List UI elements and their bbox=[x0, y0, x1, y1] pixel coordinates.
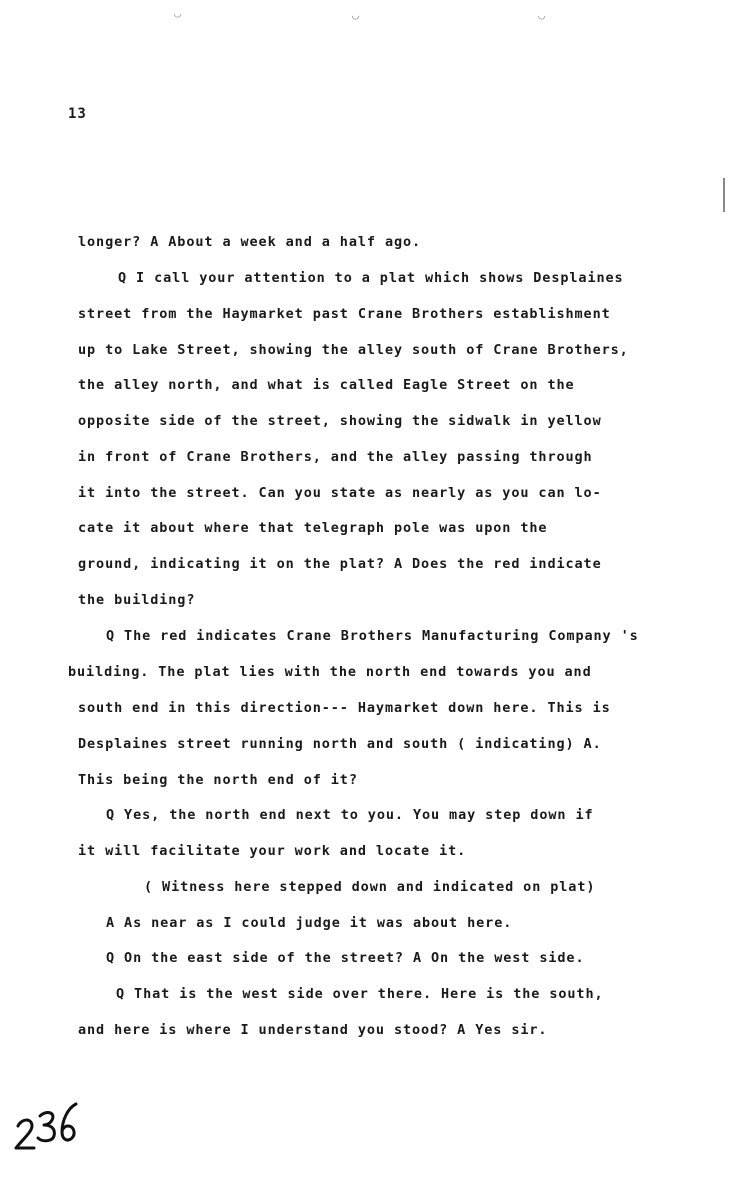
text-line: Q Yes, the north end next to you. You may step down if bbox=[106, 807, 594, 823]
text-line: Q The red indicates Crane Brothers Manufacturing Company 's bbox=[106, 628, 639, 644]
margin-line-right bbox=[723, 178, 725, 212]
punch-mark-left: ◡ bbox=[174, 6, 182, 20]
text-line: ground, indicating it on the plat? A Does the red indicate bbox=[78, 556, 602, 572]
text-line: Desplaines street running north and south ( indicating) A. bbox=[78, 736, 602, 752]
text-line: This being the north end of it? bbox=[78, 772, 358, 788]
text-line: cate it about where that telegraph pole was upon the bbox=[78, 520, 548, 536]
text-line: the alley north, and what is called Eagle Street on the bbox=[78, 377, 575, 393]
text-line: Q That is the west side over there. Here is the south, bbox=[116, 986, 604, 1002]
text-line: Q I call your attention to a plat which shows Desplaines bbox=[118, 270, 624, 286]
text-line: A As near as I could judge it was about here. bbox=[106, 915, 513, 931]
text-line: it into the street. Can you state as nearly as you can lo- bbox=[78, 485, 602, 501]
handwritten-page-number bbox=[12, 1098, 82, 1154]
text-line: Q On the east side of the street? A On the west side. bbox=[106, 950, 585, 966]
punch-mark-center: ◡ bbox=[352, 8, 360, 22]
text-line: in front of Crane Brothers, and the alley passing through bbox=[78, 449, 593, 465]
text-line: the building? bbox=[78, 592, 196, 608]
punch-mark-right: ◡ bbox=[538, 8, 546, 22]
text-line: and here is where I understand you stood? A Yes sir. bbox=[78, 1022, 548, 1038]
text-line: street from the Haymarket past Crane Brothers establishment bbox=[78, 306, 611, 322]
text-line: up to Lake Street, showing the alley south of Crane Brothers, bbox=[78, 342, 629, 358]
text-line: ( Witness here stepped down and indicated on plat) bbox=[144, 879, 596, 895]
page-number: 13 bbox=[68, 106, 87, 122]
text-line: opposite side of the street, showing the sidwalk in yellow bbox=[78, 413, 602, 429]
text-line: it will facilitate your work and locate it. bbox=[78, 843, 467, 859]
text-line: longer? A About a week and a half ago. bbox=[78, 234, 422, 250]
text-line: building. The plat lies with the north end towards you and bbox=[68, 664, 592, 680]
text-line: south end in this direction--- Haymarket down here. This is bbox=[78, 700, 611, 716]
